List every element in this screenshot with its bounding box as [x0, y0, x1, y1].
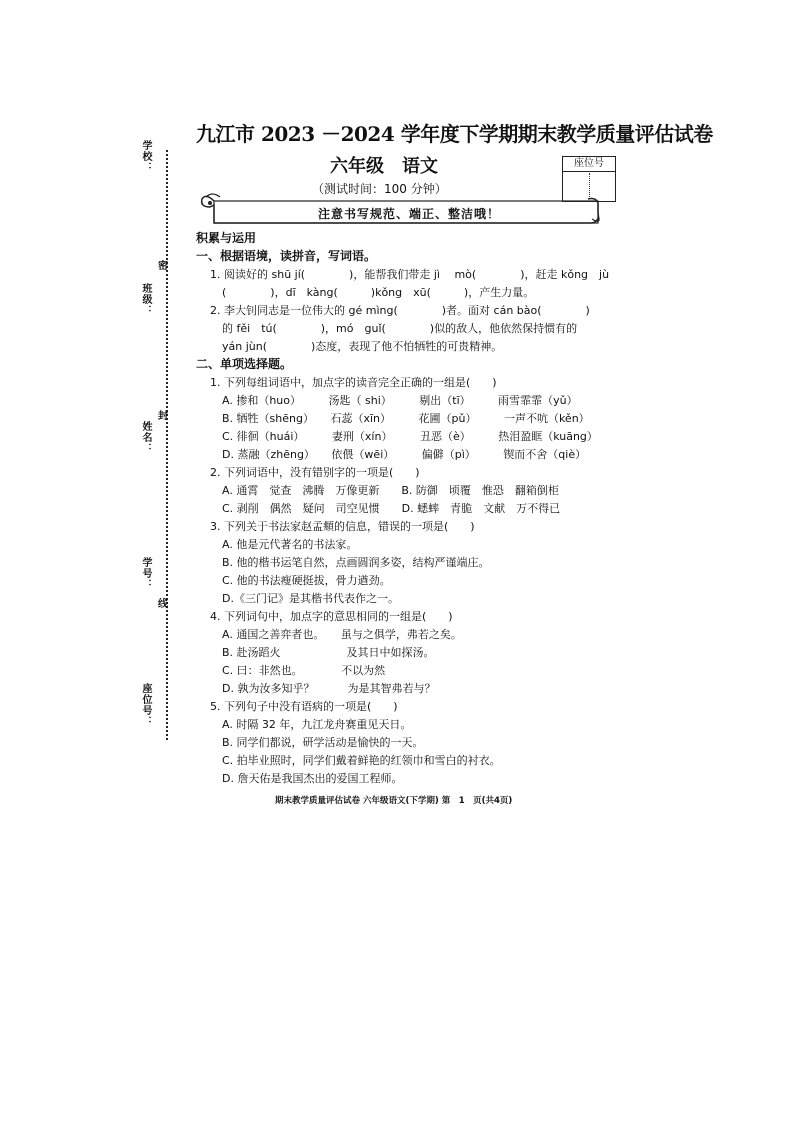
- seal-word-mi: 密: [158, 261, 168, 272]
- choice-q2: 2. 下列词语中，没有错别字的一项是( ): [210, 466, 420, 479]
- pinyin-q2-line2: 的 fěi tú( )，mó guǐ( )似的敌人，他依然保持惯有的: [222, 322, 578, 335]
- seat-number-box-label: 座位号: [563, 157, 615, 172]
- choice-q4-option-c: C. 曰：非然也。 不以为然: [222, 664, 386, 677]
- seat-number-label: 座位号：: [140, 683, 151, 727]
- student-number-label: 学号：: [140, 557, 151, 590]
- choice-q3-option-a: A. 他是元代著名的书法家。: [222, 538, 358, 551]
- choice-q4-option-b: B. 赴汤蹈火 及其日中如探汤。: [222, 646, 435, 659]
- choice-q5-option-d: D. 詹天佑是我国杰出的爱国工程师。: [222, 772, 403, 785]
- choice-q3-option-d: D.《三门记》是其楷书代表作之一。: [222, 592, 399, 605]
- choice-q4: 4. 下列词句中，加点字的意思相同的一组是( ): [210, 610, 453, 623]
- test-time: （测试时间：100 分钟）: [312, 182, 447, 196]
- choice-q4-option-a: A. 通国之善弈者也。 虽与之俱学，弗若之矣。: [222, 628, 462, 641]
- page-title: 九江市 2023 －2024 学年度下学期期末教学质量评估试卷: [196, 122, 713, 146]
- page-subtitle: 六年级 语文: [330, 156, 438, 177]
- choice-q1-option-a: A. 掺和（huo） 汤匙（ shi） 剔出（tī） 雨雪霏霏（yǔ）: [222, 394, 578, 407]
- pinyin-q1-line1: 1. 阅读好的 shū jí( )，能帮我们带走 jì mò( )，赶走 kǒng jù: [210, 268, 610, 281]
- choice-q3-option-b: B. 他的楷书运笔自然，点画圆润多姿，结构严谨端庄。: [222, 556, 490, 569]
- choice-q5-option-a: A. 时隔 32 年，九江龙舟赛重见天日。: [222, 718, 412, 731]
- notice-text: 注意书写规范、端正、整洁哦！: [318, 207, 501, 221]
- school-label: 学校：: [140, 140, 151, 173]
- section-heading-choice: 二、单项选择题。: [196, 357, 293, 371]
- choice-q5-option-b: B. 同学们都说，研学活动是愉快的一天。: [222, 736, 424, 749]
- choice-q5-option-c: C. 拍毕业照时，同学们戴着鲜艳的红领巾和雪白的衬衣。: [222, 754, 501, 767]
- pinyin-q2-line3: yán jùn( )态度，表现了他不怕牺牲的可贵精神。: [222, 340, 503, 353]
- choice-q1-option-d: D. 蒸融（zhēng） 依偎（wēi） 偏僻（pì） 锲而不舍（qiè）: [222, 448, 587, 461]
- choice-q2-option-ab: A. 通霄 觉查 沸腾 万像更新 B. 防御 顷覆 惟恐 翻箱倒柜: [222, 484, 559, 497]
- page-footer: 期末教学质量评估试卷 六年级语文(下学期) 第 1 页(共4页): [275, 796, 513, 806]
- seal-word-xian: 线: [158, 599, 168, 610]
- choice-q1-option-c: C. 徘徊（huái） 妻刑（xín） 丑恶（è） 热泪盈眶（kuāng）: [222, 430, 598, 443]
- choice-q5: 5. 下列句子中没有语病的一项是( ): [210, 700, 398, 713]
- section-heading-accumulation: 积累与运用: [196, 231, 257, 245]
- class-label: 班级：: [140, 283, 151, 316]
- choice-q4-option-d: D. 孰为汝多知乎？ 为是其智弗若与？: [222, 682, 436, 695]
- pinyin-q1-line2: ( )，dī kàng( )kǒng xū( )，产生力量。: [222, 286, 535, 299]
- section-heading-pinyin: 一、根据语境，读拼音，写词语。: [196, 249, 377, 263]
- name-label: 姓名：: [140, 421, 151, 454]
- choice-q1: 1. 下列每组词语中，加点字的读音完全正确的一组是( ): [210, 376, 497, 389]
- choice-q2-option-cd: C. 剥削 偶然 疑问 司空见惯 D. 蟋蟀 青脆 文献 万不得已: [222, 502, 561, 515]
- seal-word-feng: 封: [158, 411, 168, 422]
- pinyin-q2-line1: 2. 李大钊同志是一位伟大的 gé mìng( )者。面对 cán bào( ): [210, 304, 590, 317]
- choice-q3-option-c: C. 他的书法瘦硬挺拔，骨力遒劲。: [222, 574, 391, 587]
- choice-q3: 3. 下列关于书法家赵孟頫的信息，错误的一项是( ): [210, 520, 475, 533]
- seal-line: [166, 150, 168, 740]
- choice-q1-option-b: B. 牺牲（shēng） 石蕊（xīn） 花圃（pǔ） 一声不吭（kěn）: [222, 412, 590, 425]
